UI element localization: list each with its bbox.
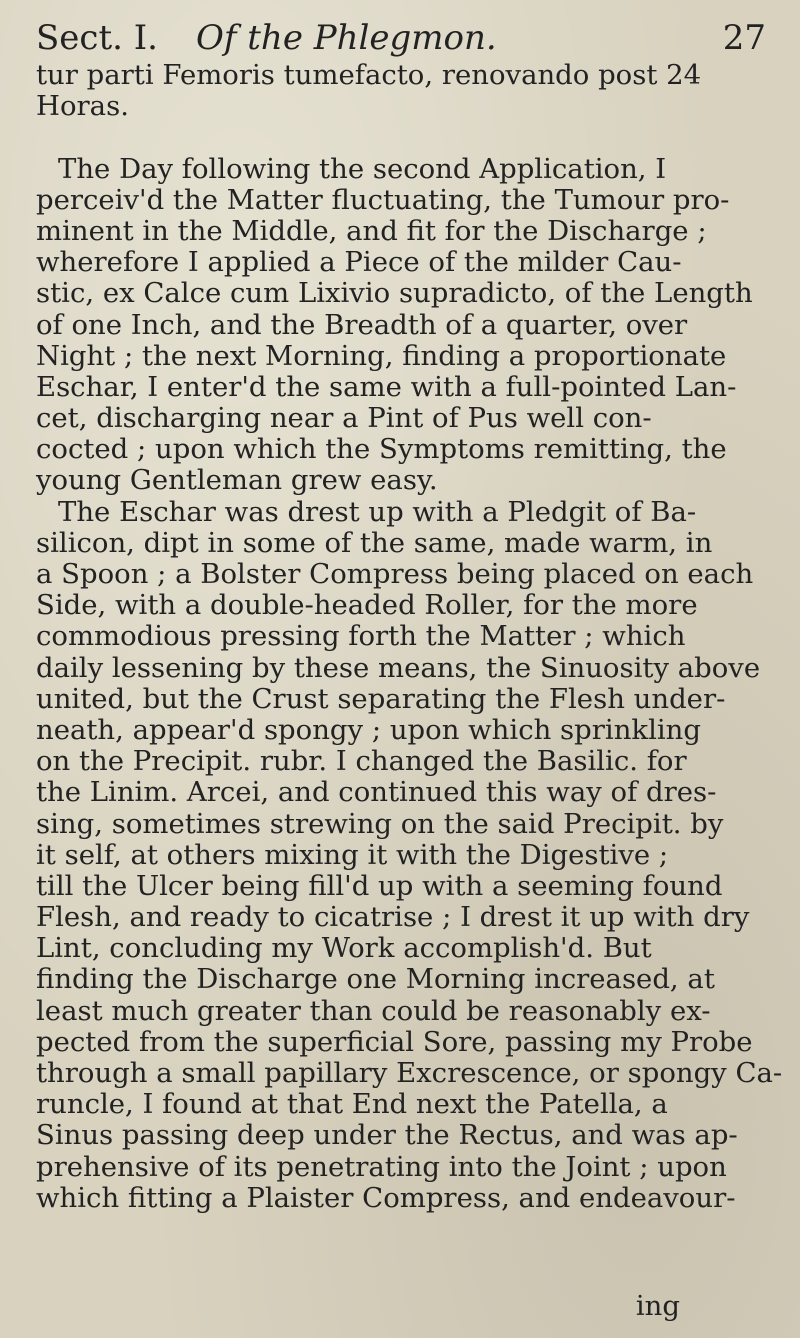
text-line: Side, with a double-headed Roller, for the more: [36, 589, 698, 622]
section-label: Sect. I.: [36, 18, 158, 58]
body-text: [36, 59, 783, 1214]
text-line: Eschar, I enter'd the same with a full-pointed Lan-: [36, 370, 737, 403]
text-line: pected from the superficial Sore, passing my Probe: [36, 1025, 753, 1058]
text-line: stic, ex Calce cum Lixivio supradicto, of the Length: [36, 277, 753, 310]
text-line: tur parti Femoris tumefacto, renovando post 24: [36, 59, 702, 91]
text-line: Sinus passing deep under the Rectus, and was ap-: [36, 1119, 738, 1152]
text-line: Flesh, and ready to cicatrise ; I drest it up with dry: [36, 901, 750, 934]
text-line: the Linim. Arcei, and continued this way of dres-: [36, 776, 717, 809]
page-number: 27: [722, 18, 766, 58]
text-line: minent in the Middle, and fit for the Discharge ;: [36, 214, 707, 247]
text-line: The Day following the second Application, I: [58, 152, 667, 185]
text-line: through a small papillary Excrescence, or spongy Ca-: [36, 1057, 783, 1089]
text-line: runcle, I found at that End next the Patella, a: [36, 1088, 668, 1121]
text-line: a Spoon ; a Bolster Compress being placed on each: [36, 558, 754, 590]
text-line: wherefore I applied a Piece of the milder Cau-: [36, 246, 682, 279]
text-line: perceiv'd the Matter fluctuating, the Tumour pro-: [36, 183, 730, 216]
text-line: it self, at others mixing it with the Digestive ;: [36, 838, 669, 871]
text-line: neath, appear'd spongy ; upon which sprinkling: [36, 713, 701, 746]
text-line: least much greater than could be reasonably ex-: [36, 994, 711, 1027]
text-line: silicon, dipt in some of the same, made warm, in: [36, 526, 713, 559]
text-line: The Eschar was drest up with a Pledgit of Ba-: [58, 495, 697, 528]
text-line: Horas.: [36, 90, 129, 123]
running-header: [36, 18, 766, 58]
text-line: commodious pressing forth the Matter ; which: [36, 620, 686, 653]
text-line: cocted ; upon which the Symptoms remitting, the: [36, 433, 727, 466]
text-line: Lint, concluding my Work accomplish'd. But: [36, 932, 652, 965]
text-line: on the Precipit. rubr. I changed the Basilic. for: [36, 745, 687, 778]
text-line: prehensive of its penetrating into the Joint ; upon: [36, 1150, 727, 1183]
text-line: Night ; the next Morning, finding a proportionate: [36, 339, 727, 372]
text-line: finding the Discharge one Morning increased, at: [36, 963, 715, 996]
text-line: united, but the Crust separating the Flesh under-: [36, 682, 726, 715]
text-line: cet, discharging near a Pint of Pus well con-: [36, 402, 652, 435]
text-line: daily lessening by these means, the Sinuosity above: [36, 651, 761, 684]
text-line: young Gentleman grew easy.: [36, 464, 438, 497]
text-line: [36, 122, 756, 153]
text-line: of one Inch, and the Breadth of a quarter, over: [36, 308, 688, 341]
text-line: sing, sometimes strewing on the said Precipit. by: [36, 807, 724, 840]
text-line: till the Ulcer being fill'd up with a seeming found: [36, 869, 723, 902]
catchword: ing: [635, 1290, 680, 1322]
page-title: Of the Phlegmon.: [196, 18, 497, 58]
text-line: which fitting a Plaister Compress, and endeavour-: [36, 1181, 736, 1214]
